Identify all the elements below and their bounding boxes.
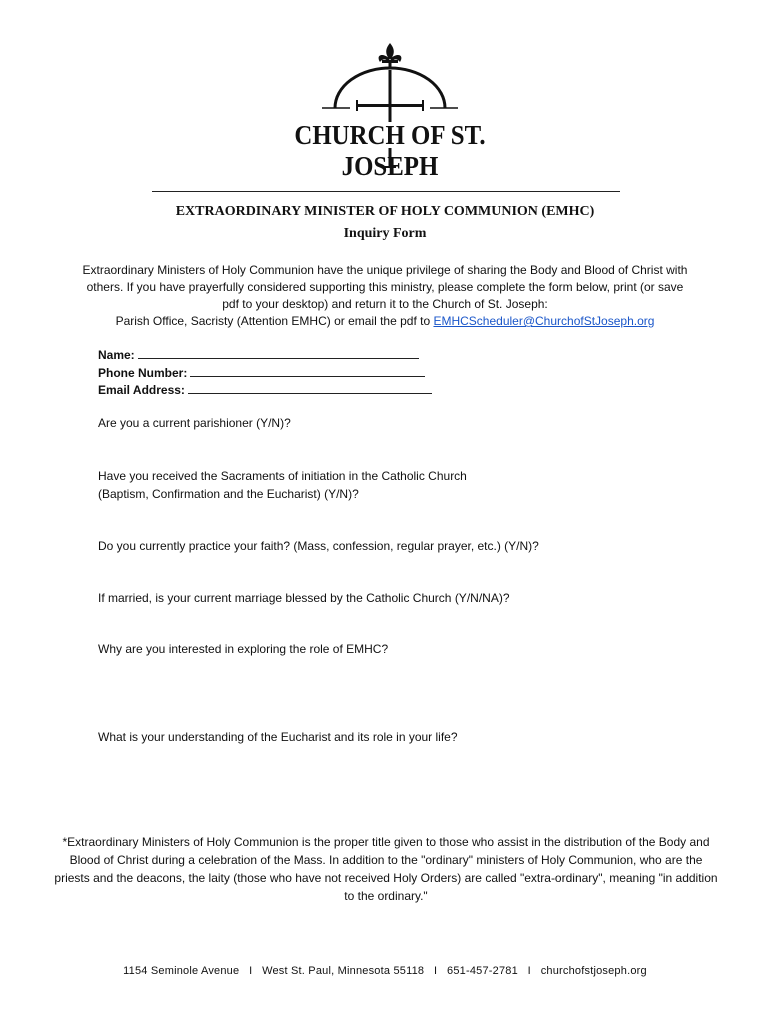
question-practice-faith: Do you currently practice your faith? (Mass, confession, regular prayer, etc.) (Y/N)? — [98, 539, 539, 553]
intro-line — [60, 313, 710, 330]
church-logo — [250, 40, 530, 181]
footnote-line: Blood of Christ during a celebration of the Mass. In addition to the "ordinary" ministers of Holy Communion, who are the — [69, 853, 703, 867]
intro-line: pdf to your desktop) and return it to the Church of St. Joseph: — [222, 297, 548, 311]
footnote-line: priests and the deacons, the laity (those who have not received Holy Orders) are called "extra-ordinary", meaning "in addition — [54, 871, 718, 885]
form-title: EXTRAORDINARY MINISTER OF HOLY COMMUNION (EMHC) — [175, 204, 595, 219]
phone-label: Phone Number: — [98, 365, 188, 380]
phone-field-row — [98, 365, 432, 383]
intro-line-prefix: Parish Office, Sacristy (Attention EMHC) or email the pdf to — [115, 314, 434, 328]
question-marriage: If married, is your current marriage blessed by the Catholic Church (Y/N/NA)? — [98, 591, 510, 605]
header-divider — [152, 191, 620, 192]
contact-fields — [98, 347, 432, 400]
footer-contact-info: 1154 Seminole Avenue I West St. Paul, Minnesota 55118 I 651-457-2781 I churchofstjoseph.org — [123, 965, 647, 977]
email-field[interactable] — [188, 382, 432, 394]
email-field-row — [98, 382, 432, 400]
footnote-line: to the ordinary." — [344, 889, 428, 903]
footnote-line: *Extraordinary Ministers of Holy Communion is the proper title given to those who assist in the distribution of the Body and — [62, 835, 710, 849]
email-label: Email Address: — [98, 383, 185, 397]
question-sacraments — [98, 468, 467, 503]
question-eucharist: What is your understanding of the Eucharist and its role in your life? — [98, 730, 458, 744]
question-interest: Why are you interested in exploring the role of EMHC? — [98, 642, 389, 656]
intro-line: Extraordinary Ministers of Holy Communion have the unique privilege of sharing the Body and Blood of Christ with — [82, 263, 688, 277]
church-name-logo-text: CHURCH OF ST. JOSEPH — [294, 120, 486, 181]
name-label: Name: — [98, 348, 135, 362]
intro-line: others. If you have prayerfully considered supporting this ministry, please complete the form below, print (or save — [86, 280, 684, 294]
email-link[interactable]: EMHCScheduler@ChurchofStJoseph.org — [433, 314, 655, 328]
form-subtitle: Inquiry Form — [343, 226, 427, 241]
question-line: (Baptism, Confirmation and the Eucharist) (Y/N)? — [98, 486, 359, 501]
name-field-row — [98, 347, 432, 365]
footnote — [52, 833, 720, 905]
question-parishioner: Are you a current parishioner (Y/N)? — [98, 416, 291, 430]
name-field[interactable] — [138, 347, 419, 359]
intro-paragraph — [60, 262, 710, 330]
phone-field[interactable] — [190, 365, 425, 377]
question-line: Have you received the Sacraments of initiation in the Catholic Church — [98, 469, 467, 483]
